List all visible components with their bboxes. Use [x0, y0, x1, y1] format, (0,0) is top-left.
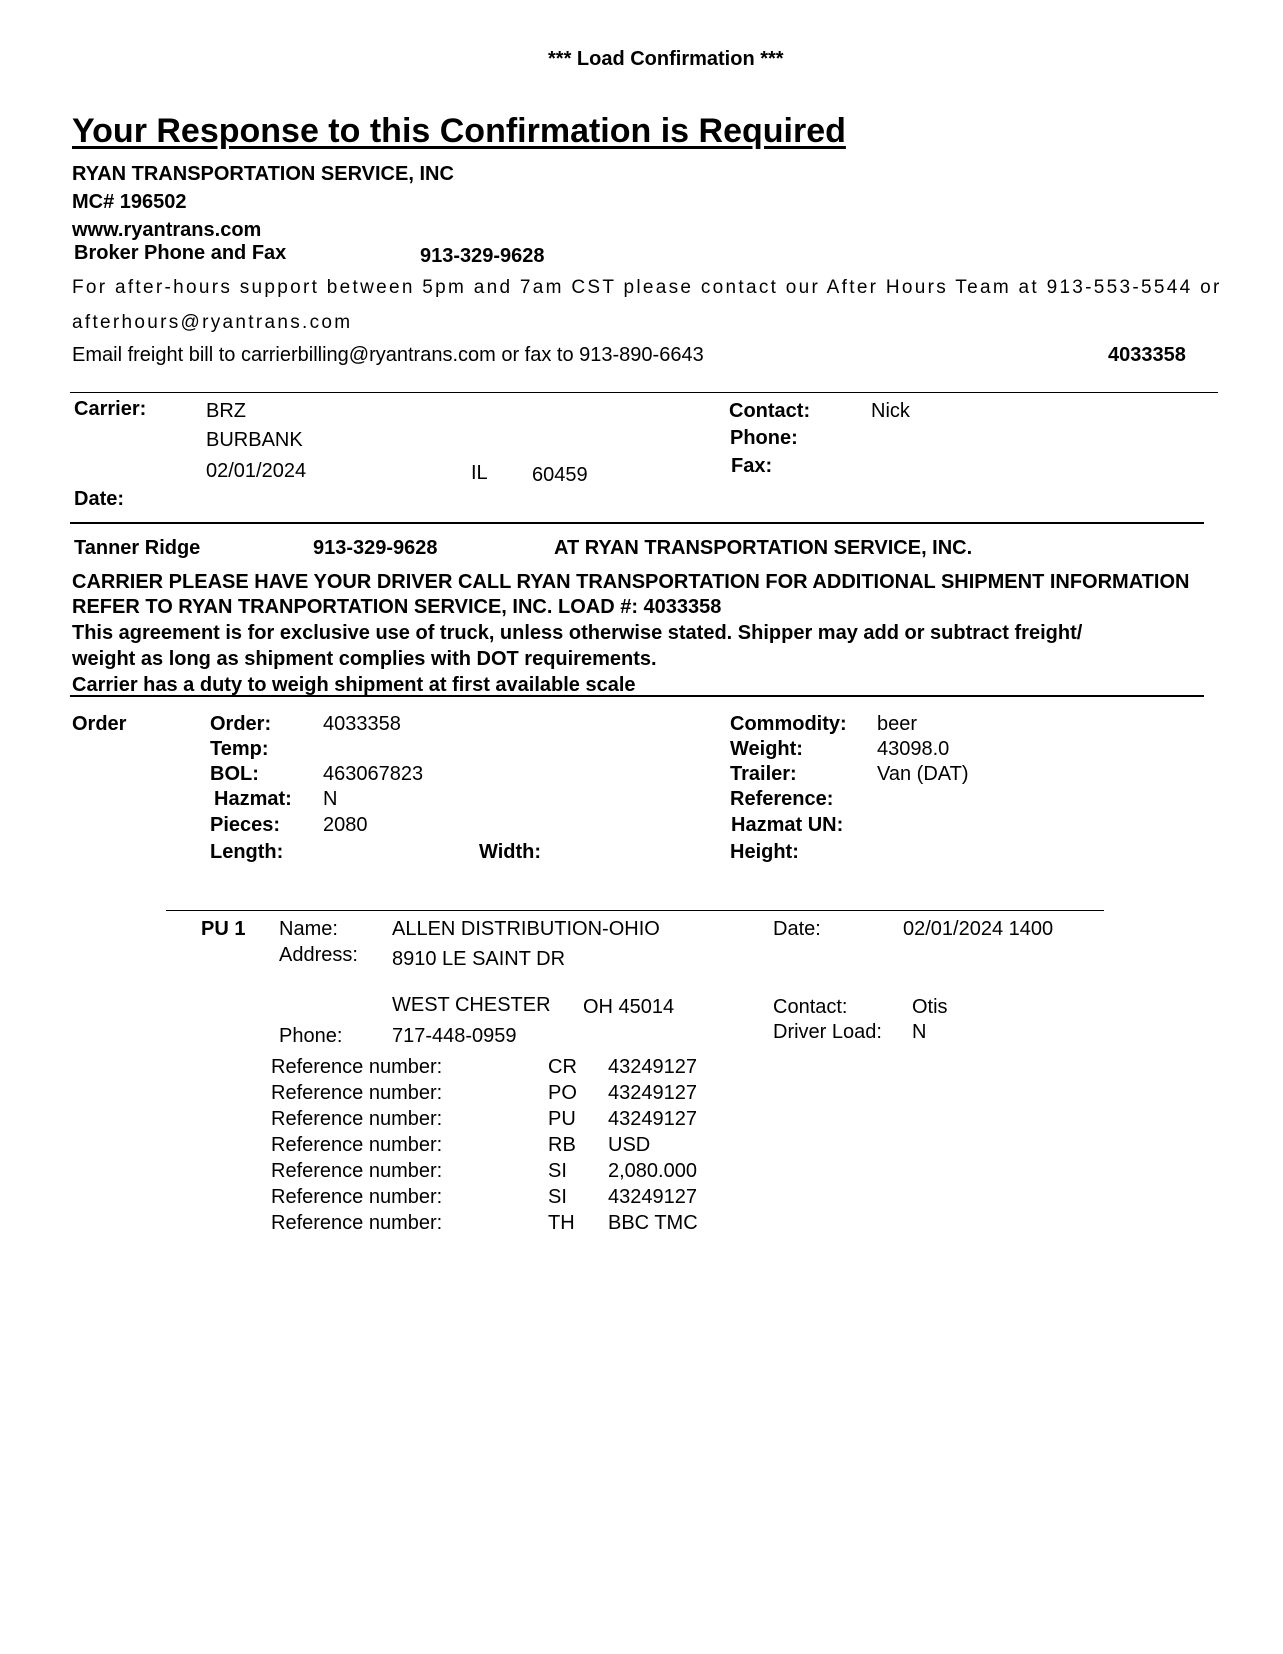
weight-label: Weight:: [730, 738, 803, 760]
broker-phone-label: Broker Phone and Fax: [74, 242, 287, 264]
reference-label: Reference number:: [271, 1056, 443, 1078]
notice-divider: [70, 695, 1204, 697]
rep-name: Tanner Ridge: [74, 537, 201, 559]
pickup-address-label: Address:: [279, 944, 358, 966]
reference-label: Reference number:: [271, 1212, 443, 1234]
reference-label: Reference number:: [271, 1134, 443, 1156]
pickup-date-value: 02/01/2024 1400: [903, 918, 1054, 940]
reference-label: Reference number:: [271, 1108, 443, 1130]
reference-code: SI: [548, 1160, 567, 1182]
notice-driver-call: CARRIER PLEASE HAVE YOUR DRIVER CALL RYAN TRANSPORTATION FOR ADDITIONAL SHIPMENT INFORMATION: [72, 571, 1190, 593]
length-label: Length:: [210, 841, 284, 863]
page-title: Your Response to this Confirmation is Required: [72, 112, 846, 150]
order-value: 4033358: [323, 713, 401, 735]
reference-value: USD: [608, 1134, 651, 1156]
carrier-label: Carrier:: [74, 398, 147, 420]
bol-label: BOL:: [210, 763, 259, 785]
carrier-phone-label: Phone:: [730, 427, 798, 449]
pickup-tag: PU 1: [201, 918, 246, 940]
pickup-driver-load-value: N: [912, 1021, 927, 1043]
order-section-label: Order: [72, 713, 127, 735]
load-number: 4033358: [1108, 344, 1186, 366]
pickup-date-label: Date:: [773, 918, 821, 940]
pickup-state-zip: OH 45014: [583, 996, 675, 1018]
height-label: Height:: [730, 841, 799, 863]
pieces-label: Pieces:: [210, 814, 281, 836]
width-label: Width:: [479, 841, 542, 863]
rep-phone: 913-329-9628: [313, 537, 438, 559]
after-hours-line-1: For after-hours support between 5pm and 7am CST please contact our After Hours Team at 913-553-5544 or: [72, 277, 1222, 298]
reference-code: RB: [548, 1134, 576, 1156]
reference-value: 43249127: [608, 1056, 697, 1078]
reference-code: SI: [548, 1186, 567, 1208]
notice-load-reference: REFER TO RYAN TRANPORTATION SERVICE, INC. LOAD #: 4033358: [72, 596, 722, 618]
pickup-city: WEST CHESTER: [392, 994, 551, 1016]
carrier-city: BURBANK: [206, 429, 303, 451]
hazmat-value: N: [323, 788, 338, 810]
pieces-value: 2080: [323, 814, 368, 836]
after-hours-line-2: afterhours@ryantrans.com: [72, 312, 353, 333]
pickup-phone-label: Phone:: [279, 1025, 343, 1047]
document-banner: *** Load Confirmation ***: [548, 48, 784, 70]
company-name: RYAN TRANSPORTATION SERVICE, INC: [72, 163, 454, 185]
carrier-contact-label: Contact:: [729, 400, 811, 422]
reference-value: 43249127: [608, 1082, 697, 1104]
carrier-date-value: 02/01/2024: [206, 460, 307, 482]
header-divider: [70, 392, 1218, 393]
pickup-contact-value: Otis: [912, 996, 948, 1018]
carrier-contact-value: Nick: [871, 400, 910, 422]
trailer-label: Trailer:: [730, 763, 797, 785]
pickup-address-value: 8910 LE SAINT DR: [392, 948, 566, 970]
hazmat-un-label: Hazmat UN:: [731, 814, 844, 836]
reference-code: PU: [548, 1108, 576, 1130]
reference-code: CR: [548, 1056, 577, 1078]
email-freight-bill-line: Email freight bill to carrierbilling@ryantrans.com or fax to 913-890-6643: [72, 344, 704, 366]
reference-label: Reference number:: [271, 1160, 443, 1182]
pickup-name-label: Name:: [279, 918, 338, 940]
reference-value: BBC TMC: [608, 1212, 698, 1234]
carrier-zip: 60459: [532, 464, 588, 486]
order-divider: [166, 910, 1104, 911]
trailer-value: Van (DAT): [877, 763, 969, 785]
weight-value: 43098.0: [877, 738, 950, 760]
notice-weigh-shipment: Carrier has a duty to weigh shipment at first available scale: [72, 674, 636, 696]
rep-company: AT RYAN TRANSPORTATION SERVICE, INC.: [554, 537, 973, 559]
pickup-name-value: ALLEN DISTRIBUTION-OHIO: [392, 918, 660, 940]
pickup-contact-label: Contact:: [773, 996, 848, 1018]
mc-number: MC# 196502: [72, 191, 187, 213]
broker-phone-value: 913-329-9628: [420, 245, 545, 267]
commodity-value: beer: [877, 713, 918, 735]
reference-label: Reference:: [730, 788, 834, 810]
hazmat-label: Hazmat:: [214, 788, 292, 810]
reference-code: PO: [548, 1082, 577, 1104]
carrier-fax-label: Fax:: [731, 455, 773, 477]
carrier-date-label: Date:: [74, 488, 125, 510]
order-label: Order:: [210, 713, 272, 735]
notice-dot-compliance: weight as long as shipment complies with DOT requirements.: [72, 648, 657, 670]
reference-value: 2,080.000: [608, 1160, 697, 1182]
notice-exclusive-use: This agreement is for exclusive use of truck, unless otherwise stated. Shipper may add or subtract freight/: [72, 622, 1083, 644]
commodity-label: Commodity:: [730, 713, 847, 735]
reference-value: 43249127: [608, 1108, 697, 1130]
reference-value: 43249127: [608, 1186, 697, 1208]
carrier-state: IL: [471, 462, 488, 484]
reference-code: TH: [548, 1212, 575, 1234]
reference-label: Reference number:: [271, 1082, 443, 1104]
company-website: www.ryantrans.com: [72, 219, 262, 241]
reference-label: Reference number:: [271, 1186, 443, 1208]
pickup-driver-load-label: Driver Load:: [773, 1021, 882, 1043]
carrier-name: BRZ: [206, 400, 246, 422]
pickup-phone-value: 717-448-0959: [392, 1025, 517, 1047]
temp-label: Temp:: [210, 738, 269, 760]
carrier-divider: [70, 522, 1204, 524]
bol-value: 463067823: [323, 763, 424, 785]
